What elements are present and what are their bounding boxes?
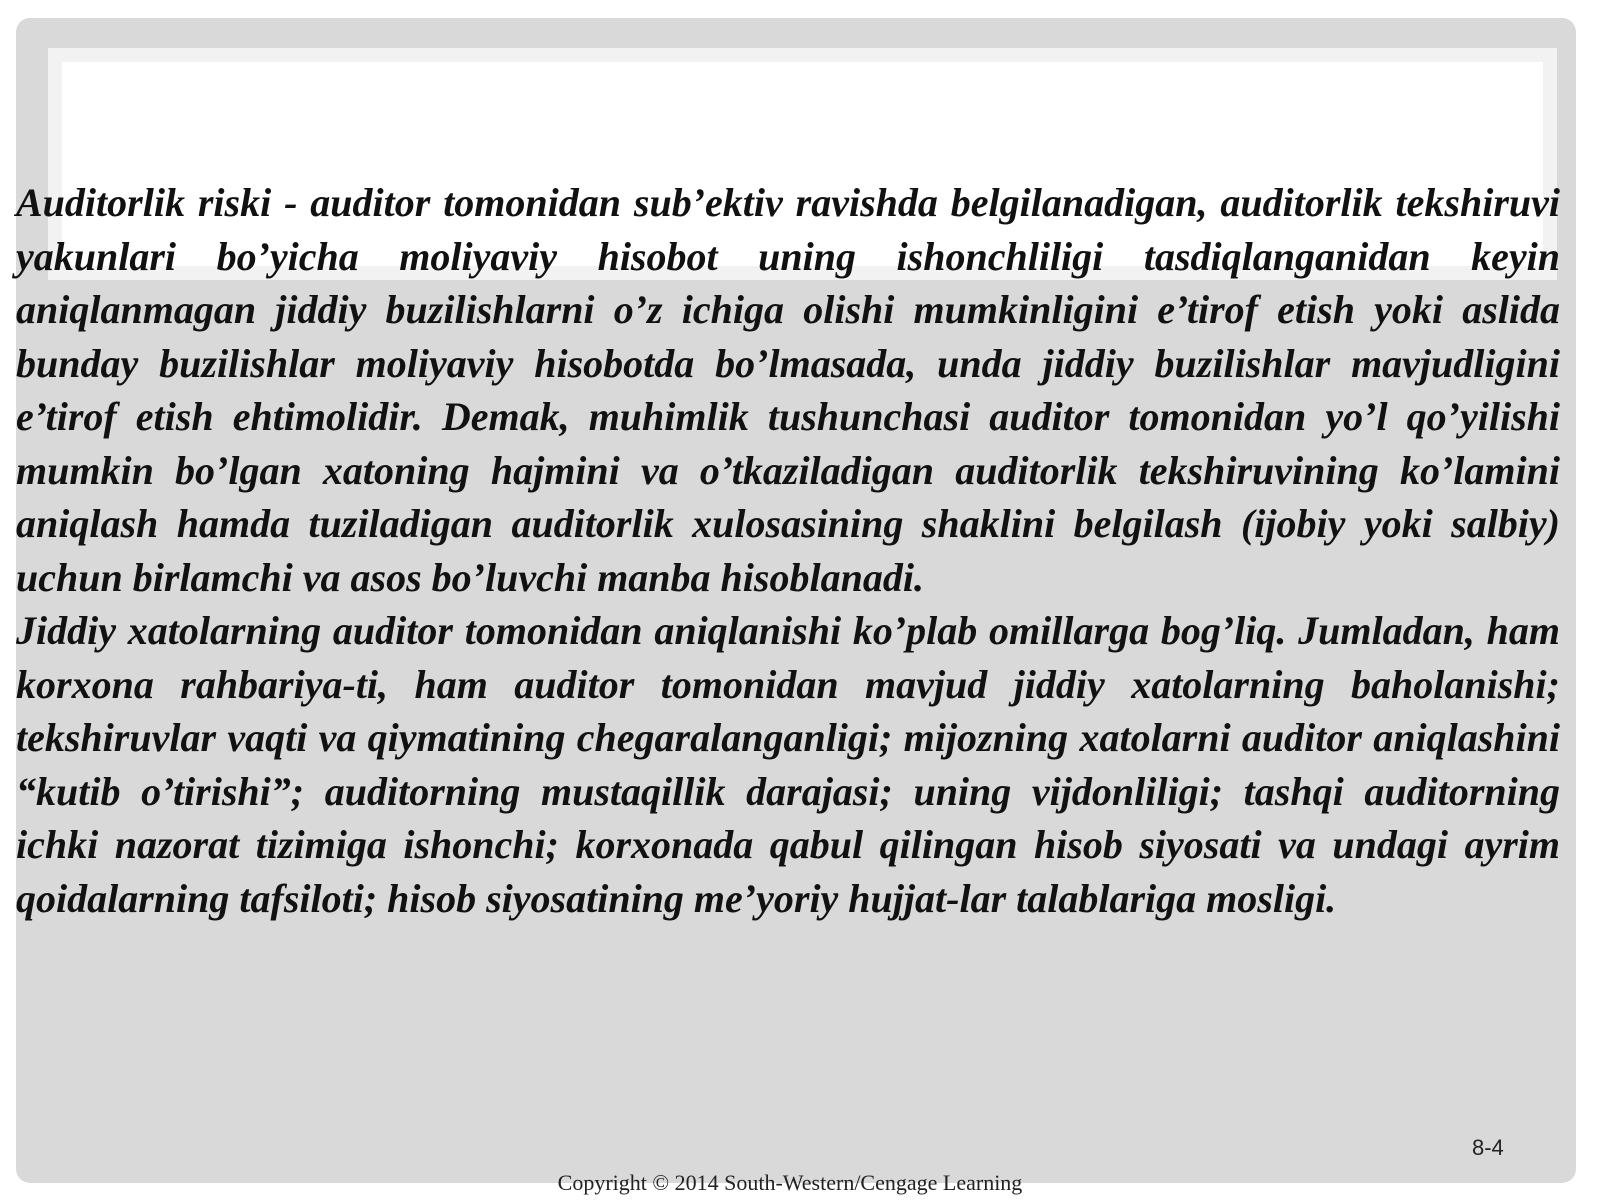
paragraph-serious-errors: Jiddiy xatolarning auditor tomonidan aniqlanishi ko’plab omillarga bog’liq. Jumladan, ham korxona rahbariya-ti, ham auditor tomonidan mavjud jiddiy xatolarning baholanishi; tekshiruvlar vaqti va qiymatining chegaralanganligi; mijozning xatolarni auditor aniqlashini “kutib o’tirishi”; auditorning mustaqillik darajasi; uning vijdonliligi; tashqi auditorning ichki nazorat tizimiga ishonchi; korxonada qabul qilingan hisob siyosati va undagi ayrim qoidalarning tafsiloti; hisob siyosatining me’yoriy hujjat-lar talablariga mosligi. — [16, 608, 1560, 921]
page-number: 8-4 — [1472, 1135, 1504, 1160]
copyright-notice: Copyright © 2014 South-Western/Cengage Learning — [557, 1170, 1023, 1195]
body-text — [16, 176, 1560, 925]
paragraph-auditor-risk: Auditorlik riski - auditor tomonidan sub’ektiv ravishda belgilanadigan, auditorlik tekshiruvi yakunlari bo’yicha moliyaviy hisobot uning ishonchliligi tasdiqlanganidan keyin aniqlanmagan jiddiy buzilishlarni o’z ichiga olishi mumkinligini e’tirof etish yoki aslida bunday buzilishlar moliyaviy hisobotda bo’lmasada, unda jiddiy buzilishlar mavjudligini e’tirof etish ehtimolidir. Demak, muhimlik tushunchasi auditor tomonidan yo’l qo’yilishi mumkin bo’lgan xatoning hajmini va o’tkaziladigan auditorlik tekshiruvining ko’lamini aniqlash hamda tuziladigan auditorlik xulosasining shaklini belgilash (ijobiy yoki salbiy) uchun birlamchi va asos bo’luvchi manba hisoblanadi. — [16, 180, 1560, 600]
